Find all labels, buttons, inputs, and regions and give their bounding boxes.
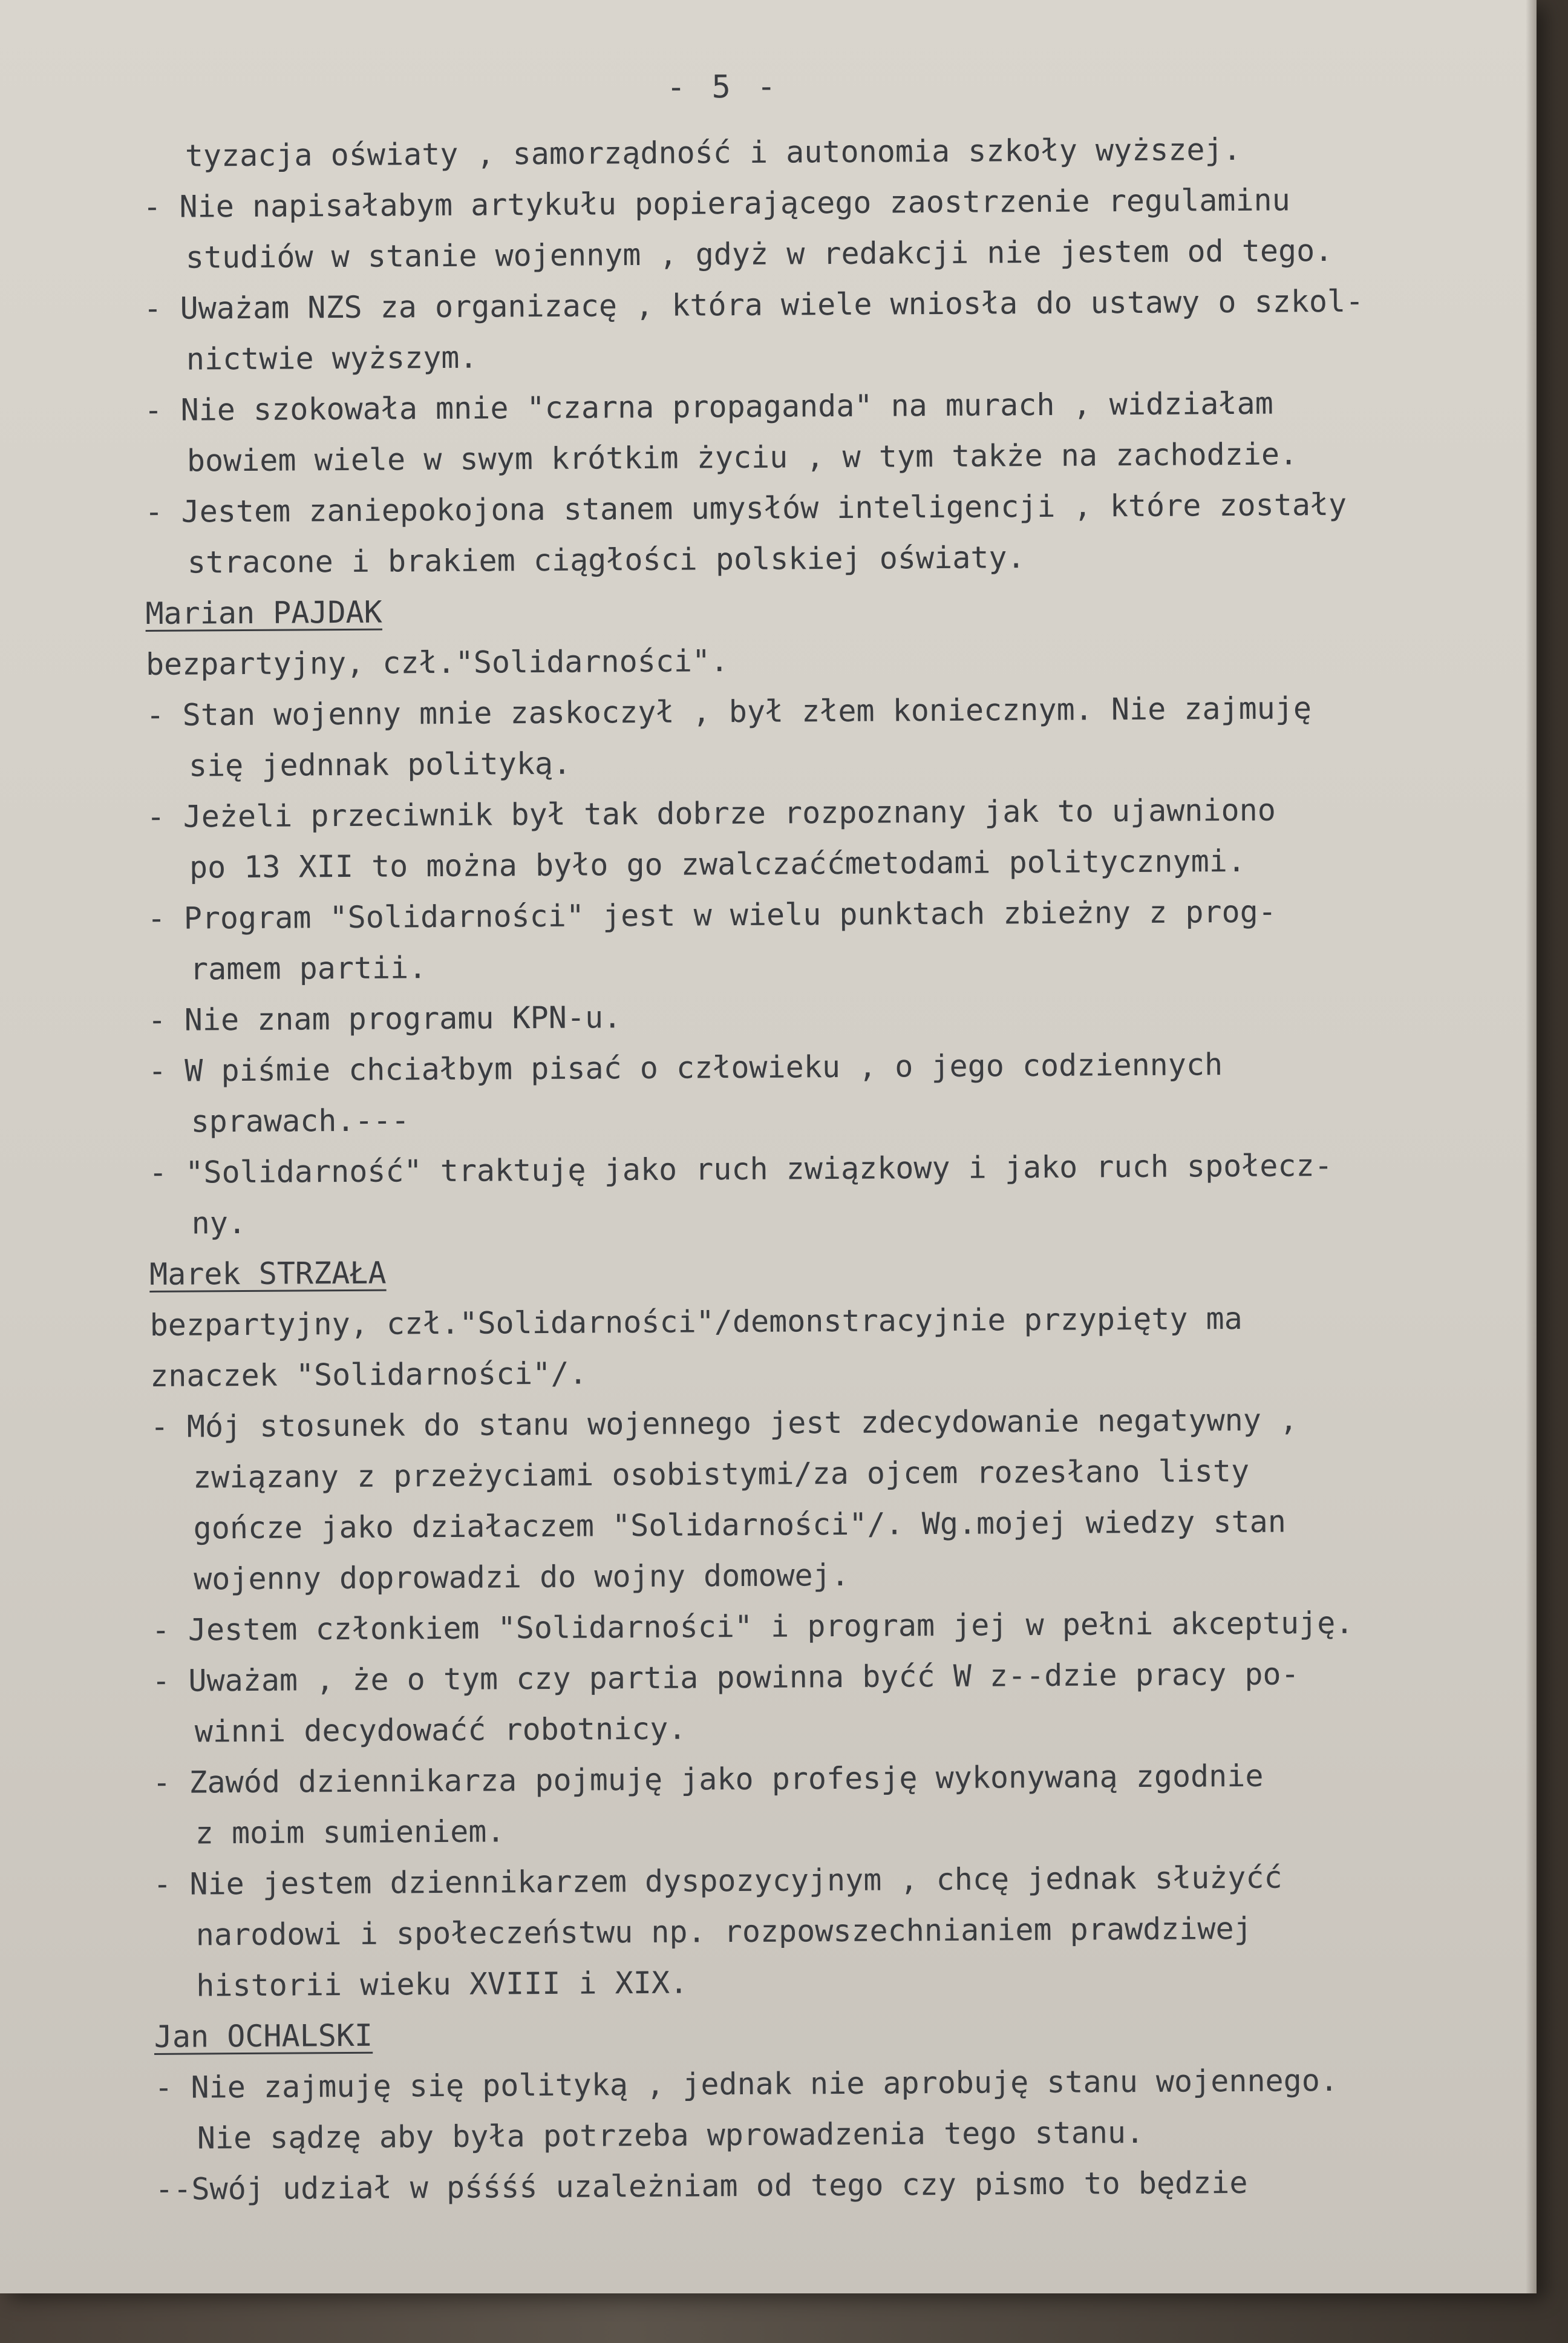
page-number: - 5 - [666,68,780,106]
page-edge-shadow [1526,0,1537,2293]
text-line: stracone i brakiem ciągłości polskiej oświaty. [187,540,1025,580]
text-line: bezpartyjny, czł."Solidarności"/demonstracyjnie przypięty ma [149,1300,1243,1343]
speaker-section [154,2003,1529,2215]
text-line: - Stan wojenny mnie zaskoczył , był złem koniecznym. Nie zajmuję [146,690,1312,733]
text-line: ramem partii. [189,950,427,987]
text-line: po 13 XII to można było go zwalczaććmetodami politycznymi. [189,843,1246,885]
text-line: - Jestem członkiem "Solidarności" i program jej w pełni akceptuję. [151,1605,1354,1648]
speaker-section [149,1240,1527,2011]
text-line: - Uważam , że o tym czy partia powinna byćć W z--dzie pracy po- [152,1656,1299,1699]
text-line: - Nie napisałabym artykułu popierającego zaostrzenie regulaminu [143,182,1290,224]
text-line: gończe jako działaczem "Solidarności"/. Wg.mojej wiedzy stan [193,1504,1286,1546]
text-line: ny. [191,1205,247,1241]
text-line: historii wieku XVIII i XIX. [196,1965,688,2004]
text-line: tyzacja oświaty , samorządność i autonomia szkoły wyższej. [185,131,1241,174]
text-line: - Nie szokowała mnie "czarna propaganda" na murach , widziałam [144,385,1273,428]
text-line: - Nie zajmuję się polityką , jednak nie aprobuję stanu wojennego. [154,2062,1339,2105]
text-line: z moim sumieniem. [195,1814,505,1851]
text-line: narodowi i społeczeństwu np. rozpowszechnianiem prawdziwej [195,1910,1252,1953]
text-line: bowiem wiele w swym krótkim życiu , w tym także na zachodzie. [186,436,1298,479]
text-line: nictwie wyższym. [186,339,478,377]
text-line: bezpartyjny, czł."Solidarności". [145,643,729,682]
speaker-section [145,580,1523,1249]
text-line: - Jestem zaniepokojona stanem umysłów inteligencji , które zostały [145,487,1347,529]
speaker-name: Marek STRZAŁA [149,1255,387,1292]
speaker-name: Marian PAJDAK [145,594,382,631]
text-line: - Nie znam programu KPN-u. [148,1000,622,1038]
intro-block [143,122,1519,588]
text-line: --Swój udział w pśśśś uzależniam od tego czy pismo to będzie [155,2164,1248,2207]
text-line: znaczek "Solidarności"/. [149,1355,587,1394]
text-line: Nie sądzę aby była potrzeba wprowadzenia tego stanu. [197,2114,1145,2156]
text-line: - W piśmie chciałbym pisać o człowieku , o jego codziennych [148,1047,1223,1089]
text-line: - Mój stosunek do stanu wojennego jest zdecydowanie negatywny , [150,1402,1298,1444]
text-line: - Uważam NZS za organizacę , która wiele wniosła do ustawy o szkol- [143,283,1364,326]
text-line: - Program "Solidarności" jest w wielu punktach zbieżny z prog- [147,894,1277,936]
text-line: sprawach.--- [191,1103,410,1139]
speaker-name: Jan OCHALSKI [154,2017,373,2054]
text-line: związany z przeżyciami osobistymi/za ojcem rozesłano listy [193,1453,1250,1495]
document-text [142,64,1529,2215]
text-line: się jednnak polityką. [188,746,572,784]
text-line: - "Solidarność" traktuję jako ruch związkowy i jako ruch społecz- [148,1148,1333,1190]
text-line: studiów w stanie wojennym , gdyż w redakcji nie jestem od tego. [185,232,1333,275]
text-line: - Nie jestem dziennikarzem dyspozycyjnym , chcę jednak służyćć [153,1860,1282,1902]
text-line: - Jeżeli przeciwnik był tak dobrze rozpoznany jak to ujawniono [146,792,1276,834]
text-line: wojenny doprowadzi do wojny domowej. [194,1557,850,1597]
speakers-block [145,580,1528,2215]
text-line: - Zawód dziennikarza pojmuję jako profesję wykonywaną zgodnie [152,1758,1264,1800]
text-line: winni decydowaćć robotnicy. [194,1711,687,1749]
